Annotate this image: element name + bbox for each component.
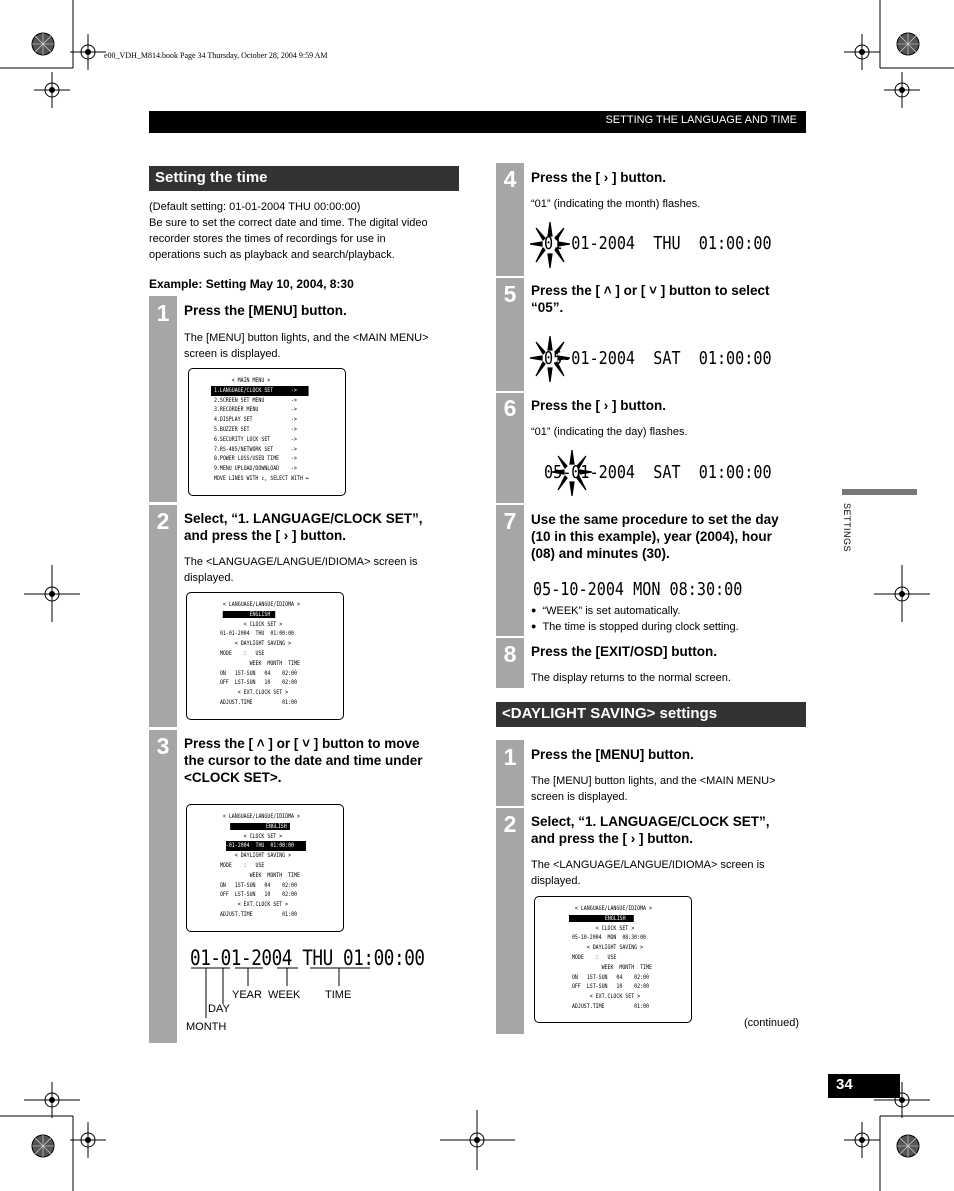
screen-line: MODE : USE <box>217 649 265 657</box>
intro-line: Be sure to set the correct date and time. The digital video <box>149 217 428 229</box>
screen-line: < LANGUAGE/LANGUE/IDIOMA > <box>217 813 300 820</box>
screen-line: < EXT.CLOCK SET > <box>217 689 289 697</box>
step-number: 6 <box>503 395 517 421</box>
step-desc: The display returns to the normal screen. <box>531 672 731 684</box>
step-desc <box>184 330 429 362</box>
clock-display: 01-01-2004 THU 01:00:00 <box>190 946 425 970</box>
screen-line: ON 1ST-SUN 04 02:00 <box>217 669 297 677</box>
screen-line: MODE : USE <box>569 953 617 961</box>
language-screen-cursor <box>186 804 344 932</box>
example-heading: Example: Setting May 10, 2004, 8:30 <box>149 277 354 291</box>
step-bar-2 <box>149 505 177 727</box>
screen-line: 7.RS-485/NETWORK SET -> <box>211 445 297 453</box>
desc-line: displayed. <box>531 875 581 887</box>
main-menu-screen <box>188 368 346 496</box>
screen-line: 4.DISPLAY SET -> <box>211 416 297 424</box>
screen-line: < CLOCK SET > <box>569 924 635 932</box>
title-line: and press the [ › ] button. <box>184 528 346 543</box>
screen-line: WEEK MONTH TIME <box>569 963 652 971</box>
title-line: Press the [ ˄ ] or [ ˅ ] button to select <box>531 283 770 298</box>
file-header: e00_VDH_M814.book Page 34 Thursday, October 28, 2004 9:59 AM <box>104 51 328 60</box>
title-line: the cursor to the date and time under <box>184 753 423 768</box>
title-line: (10 in this example), year (2004), hour <box>531 529 772 544</box>
title-line: <CLOCK SET>. <box>184 770 282 785</box>
label-month: MONTH <box>186 1021 227 1033</box>
screen-line: WEEK MONTH TIME <box>217 659 300 667</box>
step-title <box>531 282 770 316</box>
screen-line: 6.SECURITY LOCK SET -> <box>211 435 297 443</box>
step-title: Press the [ › ] button. <box>531 398 666 413</box>
step7-notes <box>531 603 739 635</box>
title-line: Select, “1. LANGUAGE/CLOCK SET”, <box>184 511 423 526</box>
screen-line: < LANGUAGE/LANGUE/IDIOMA > <box>217 601 300 608</box>
screen-line: OFF LST-SUN 10 02:00 <box>217 679 297 687</box>
step-desc <box>184 554 418 586</box>
step-number: 7 <box>503 508 517 534</box>
step-desc: “01” (indicating the month) flashes. <box>531 198 701 210</box>
screen-line: 9.MENU UPLOAD/DOWNLOAD -> <box>211 465 297 473</box>
lcd-step6: 05-01-2004 SAT 01:00:00 <box>544 462 772 483</box>
title-line: Select, “1. LANGUAGE/CLOCK SET”, <box>531 814 770 829</box>
title-line: Press the [ ˄ ] or [ ˅ ] button to move <box>184 736 420 751</box>
step-bar-3 <box>149 730 177 1043</box>
bullet-item: ● The time is stopped during clock setting. <box>531 619 739 635</box>
label-year: YEAR <box>232 989 262 1001</box>
desc-line: The <LANGUAGE/LANGUE/IDIOMA> screen is <box>184 556 418 568</box>
intro-line: (Default setting: 01-01-2004 THU 00:00:00) <box>149 201 361 213</box>
side-tab-label: SETTINGS <box>842 503 852 553</box>
screen-line: ADJUST.TIME 01:00 <box>217 698 297 706</box>
header-bar <box>149 111 806 133</box>
screen-line: < EXT.CLOCK SET > <box>569 993 641 1001</box>
side-tab-bar <box>842 489 917 495</box>
language-screen-lines <box>569 904 652 1012</box>
section-title-daylight: <DAYLIGHT SAVING> settings <box>496 702 806 727</box>
main-menu-lines <box>211 376 309 484</box>
label-day: DAY <box>208 1003 230 1015</box>
intro-line: recorder stores the times of recordings for use in <box>149 233 386 245</box>
desc-line: screen is displayed. <box>184 348 281 360</box>
desc-line: The [MENU] button lights, and the <MAIN MENU> <box>184 332 429 344</box>
screen-line: OFF LST-SUN 10 02:00 <box>217 891 297 899</box>
screen-line: < LANGUAGE/LANGUE/IDIOMA > <box>569 905 652 912</box>
step-number: 2 <box>156 508 170 534</box>
lcd-step7: 05-10-2004 MON 08:30:00 <box>533 579 743 600</box>
language-screen-english: ENGLISH <box>217 610 271 618</box>
lcd-step4: 01-01-2004 THU 01:00:00 <box>544 233 772 254</box>
screen-line: < DAYLIGHT SAVING > <box>217 640 292 648</box>
screen-line: 05-10-2004 MON 08:30:00 <box>569 934 647 942</box>
step-number: 5 <box>503 281 517 307</box>
step-number: 8 <box>503 641 517 667</box>
desc-line: screen is displayed. <box>531 791 628 803</box>
screen-line: WEEK MONTH TIME <box>217 871 300 879</box>
label-week: WEEK <box>268 989 301 1001</box>
step-number: 3 <box>156 733 170 759</box>
screen-line: ADJUST.TIME 01:00 <box>217 910 297 918</box>
screen-line: 8.POWER LOSS/USED TIME -> <box>211 455 297 463</box>
bullet-item: ● “WEEK” is set automatically. <box>531 603 739 619</box>
screen-line: < CLOCK SET > <box>217 832 283 840</box>
screen-line-selected: 1.LANGUAGE/CLOCK SET -> <box>211 386 309 396</box>
screen-line: ON 1ST-SUN 04 02:00 <box>569 973 649 981</box>
title-line: “05”. <box>531 300 564 315</box>
label-time: TIME <box>325 989 352 1001</box>
header-title: SETTING THE LANGUAGE AND TIME <box>605 114 797 126</box>
step-desc: “01” (indicating the day) flashes. <box>531 426 688 438</box>
screen-line: < CLOCK SET > <box>217 620 283 628</box>
page-number: 34 <box>828 1074 900 1098</box>
step-title: Press the [EXIT/OSD] button. <box>531 644 718 659</box>
step-number: 1 <box>156 300 170 326</box>
screen-line: MODE : USE <box>217 861 265 869</box>
screen-line: OFF LST-SUN 10 02:00 <box>569 983 649 991</box>
language-screen-2 <box>534 896 692 1023</box>
step-title <box>531 511 779 562</box>
screen-line: ADJUST.TIME 01:00 <box>569 1002 649 1010</box>
step-desc <box>531 773 776 805</box>
step-number: 2 <box>503 811 517 837</box>
language-screen-lines <box>217 812 300 920</box>
screen-line: 5.BUZZER SET -> <box>211 425 297 433</box>
step-title <box>531 813 770 847</box>
screen-line: < EXT.CLOCK SET > <box>217 901 289 909</box>
lcd-step5: 05-01-2004 SAT 01:00:00 <box>544 348 772 369</box>
screen-line: 2.SCREEN SET MENU -> <box>211 396 297 404</box>
intro-text <box>149 199 469 263</box>
title-line: Use the same procedure to set the day <box>531 512 779 527</box>
step-title: Press the [MENU] button. <box>531 747 694 762</box>
desc-line: The [MENU] button lights, and the <MAIN MENU> <box>531 775 776 787</box>
screen-line: 01-01-2004 THU 01:00:00 <box>217 630 295 638</box>
step-desc <box>531 857 765 889</box>
step-number: 4 <box>503 166 517 192</box>
language-screen <box>186 592 344 720</box>
step-number: 1 <box>503 744 517 770</box>
screen-line-selected: ENGLISH <box>569 914 652 924</box>
screen-line-cursor: 01-01-2004 THU 01:00:00 <box>217 842 295 850</box>
title-line: (08) and minutes (30). <box>531 546 670 561</box>
desc-line: The <LANGUAGE/LANGUE/IDIOMA> screen is <box>531 859 765 871</box>
screen-line-selected: ENGLISH <box>217 822 300 832</box>
continued-note: (continued) <box>744 1017 800 1029</box>
ds-step-bar-2 <box>496 808 524 1034</box>
step-title: Press the [ › ] button. <box>531 170 666 185</box>
step-title <box>184 510 423 544</box>
screen-line: ON 1ST-SUN 04 02:00 <box>217 881 297 889</box>
desc-line: displayed. <box>184 572 234 584</box>
screen-line: < MAIN MENU > <box>211 377 271 384</box>
title-line: and press the [ › ] button. <box>531 831 693 846</box>
screen-line: 3.RECORDER MENU -> <box>211 406 297 414</box>
screen-line: < DAYLIGHT SAVING > <box>217 852 292 860</box>
step-title <box>184 735 423 786</box>
screen-line: MOVE LINES WITH ↕, SELECT WITH ↔ <box>211 474 309 482</box>
screen-line: < DAYLIGHT SAVING > <box>569 944 644 952</box>
intro-line: operations such as playback and search/playback. <box>149 249 395 261</box>
step-title: Press the [MENU] button. <box>184 303 347 318</box>
section-title-setting-time: Setting the time <box>149 166 459 191</box>
